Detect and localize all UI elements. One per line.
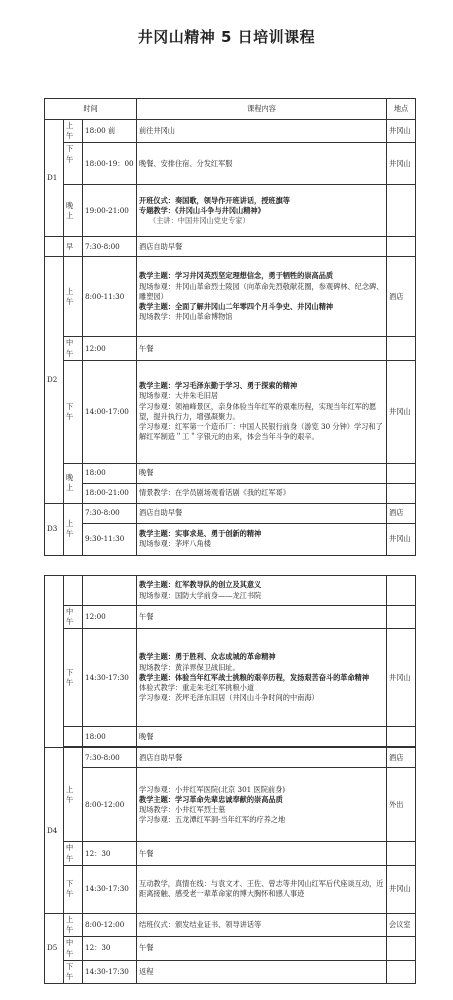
content-line: 学习参观：茨坪毛泽东旧居（井冈山斗争时间的中南海） (139, 693, 319, 703)
place-cell: 井冈山 (387, 865, 416, 913)
time-cell: 18:00 (83, 463, 137, 483)
table-row (45, 483, 416, 503)
content-cell: 晚餐 (137, 727, 387, 747)
page-title: 井冈山精神 5 日培训课程 (137, 28, 316, 46)
place-cell: 酒店 (387, 257, 416, 337)
content-line: 专题教学：《井冈山斗争与井冈山精神》 (139, 205, 265, 215)
content-line: 教学主题：学习毛泽东勤于学习、勇于探索的精神 (139, 381, 298, 391)
content-line: 教学主题：体验当年红军战士挑粮的艰辛历程，发扬艰苦奋斗的革命精神 (139, 672, 370, 682)
content-line: 教学主题：学习井冈英烈坚定理想信念，勇于牺牲的崇高品质 (139, 271, 334, 281)
time-cell: 7:30-8:00 (83, 503, 137, 523)
table-row (45, 576, 416, 606)
time-cell-empty (83, 576, 137, 606)
header-time: 时间 (45, 99, 137, 120)
time-cell: 12：30 (83, 842, 137, 865)
period-cell: 晚上 (64, 463, 83, 503)
time-cell: 12:00 (83, 606, 137, 629)
header-place: 地点 (387, 99, 416, 120)
place-cell: 井冈山 (387, 120, 416, 143)
content-line: 开班仪式：奏国歌，领导作开班讲话，授班旗等 (139, 195, 290, 205)
content-cell: 晚餐、安排住宿、分发红军服 (137, 143, 387, 185)
period-cell-empty (64, 576, 83, 606)
period-cell: 上午 (64, 503, 83, 555)
header-content: 课程内容 (137, 99, 387, 120)
schedule-table-2 (44, 575, 416, 984)
content-cell (137, 629, 387, 727)
time-cell: 7:30-8:00 (83, 748, 137, 768)
content-cell: 午餐 (137, 842, 387, 865)
period-cell: 中午 (64, 337, 83, 360)
time-cell: 18:00 (83, 727, 137, 747)
table-row (45, 143, 416, 185)
time-cell: 8:00-11:30 (83, 257, 137, 337)
period-cell-empty (64, 727, 83, 747)
content-line: 现场教学：井冈山革命博物馆 (139, 312, 233, 322)
content-cell: 前往井冈山 (137, 120, 387, 143)
content-cell: 返程 (137, 960, 387, 983)
period-cell: 早 (64, 237, 83, 257)
content-line: 现场参观：井冈山革命烈士陵园（向革命先烈敬献花圈，参观碑林、纪念碑、雕塑园） (139, 281, 384, 301)
content-cell: 酒店自助早餐 (137, 748, 387, 768)
schedule-table-1 (44, 98, 416, 556)
content-line: 体验式教学：重走朱毛红军挑粮小道 (139, 683, 255, 693)
place-cell (387, 185, 416, 237)
period-cell: 中午 (64, 606, 83, 629)
content-line: 教学主题：实事求是、勇于创新的精神 (139, 529, 262, 539)
period-cell: 下午 (64, 143, 83, 185)
content-cell: 酒店自助早餐 (137, 237, 387, 257)
table-row (45, 748, 416, 768)
content-line: 教学主题：学习革命先辈忠诚奉献的崇高品质 (139, 794, 283, 804)
place-cell: 井冈山 (387, 523, 416, 555)
place-cell: 酒店 (387, 748, 416, 768)
day-cell-d2: D2 (45, 257, 64, 503)
time-cell: 12：30 (83, 937, 137, 960)
time-cell: 14:00-17:00 (83, 360, 137, 463)
content-line: 现场参观：国防大学前身——龙江书院 (139, 590, 262, 600)
time-cell: 14:30-17:30 (83, 865, 137, 913)
table-row (45, 937, 416, 960)
place-cell (387, 463, 416, 483)
period-cell: 中午 (64, 842, 83, 865)
time-cell: 7:30-8:00 (83, 237, 137, 257)
table-row (45, 842, 416, 865)
period-cell: 上午 (64, 748, 83, 842)
day-cell-d4: D4 (45, 748, 64, 913)
period-cell: 中午 (64, 937, 83, 960)
table-row (45, 463, 416, 483)
time-cell: 18:00-21:00 (83, 483, 137, 503)
content-line: 现场教学：小井红军烈士墓 (139, 804, 226, 814)
table-row (45, 257, 416, 337)
place-cell (387, 960, 416, 983)
period-cell: 上午 (64, 913, 83, 936)
period-cell: 下午 (64, 865, 83, 913)
place-cell (387, 842, 416, 865)
day-cell-d5: D5 (45, 913, 64, 983)
place-cell: 外出 (387, 768, 416, 842)
content-cell: 互动教学，真情在线：与袁文才、王佐、曾志等井冈山红军后代座谈互动，近距离接触、感受老一辈革命家的博大胸怀和感人事迹 (137, 865, 387, 913)
content-cell: 晚餐 (137, 463, 387, 483)
time-cell: 8:00-12:00 (83, 913, 137, 936)
content-cell (137, 576, 387, 606)
place-cell-empty (387, 576, 416, 606)
table-row (45, 606, 416, 629)
time-cell: 18:00 前 (83, 120, 137, 143)
place-cell (387, 606, 416, 629)
period-cell: 上午 (64, 257, 83, 337)
content-line: 学习参观：红军第一个造币厂：中国人民银行前身（游览 30 分钟）学习和了解红军制造＂工＂字银元的由来，体会当年斗争的艰辛。 (139, 422, 383, 442)
content-cell (137, 768, 387, 842)
time-cell: 14:30-17:30 (83, 629, 137, 727)
content-line: （主讲：中国井冈山党史专家） (149, 216, 250, 226)
table-row (45, 237, 416, 257)
content-line: 学习参观：小井红军医院(北京 301 医院前身) (139, 784, 286, 794)
period-cell: 下午 (64, 629, 83, 727)
place-cell: 会议室 (387, 913, 416, 936)
period-cell: 下午 (64, 960, 83, 983)
place-cell: 酒店 (387, 503, 416, 523)
place-cell (387, 483, 416, 503)
time-cell: 9:30-11:30 (83, 523, 137, 555)
content-cell: 结班仪式：颁发结业证书、领导讲话等 (137, 913, 387, 936)
content-line: 现场参观：大井朱毛旧居 (139, 391, 219, 401)
content-cell: 情景教学：在学员剧场观看话剧《我的红军哥》 (137, 483, 387, 503)
table-row (45, 360, 416, 463)
period-cell: 下午 (64, 360, 83, 463)
table-row (45, 913, 416, 936)
table-row (45, 865, 416, 913)
time-cell: 8:00-12:00 (83, 768, 137, 842)
content-cell (137, 257, 387, 337)
content-cell (137, 360, 387, 463)
time-cell: 12:00 (83, 337, 137, 360)
content-line: 教学主题：全面了解井冈山二年零四个月斗争史、井冈山精神 (139, 302, 334, 312)
place-cell (387, 937, 416, 960)
place-cell: 井冈山 (387, 629, 416, 727)
content-cell: 酒店自助早餐 (137, 503, 387, 523)
time-cell: 18:00-19：00 (83, 143, 137, 185)
content-cell (137, 185, 387, 237)
period-cell: 晚上 (64, 185, 83, 237)
content-line: 现场教学：黄洋界保卫战旧址。 (139, 662, 240, 672)
content-line: 学习参观：五龙潭红军洞-当年红军的疗养之地 (139, 815, 286, 825)
content-cell: 午餐 (137, 337, 387, 360)
period-cell: 上午 (64, 120, 83, 143)
table-row (45, 768, 416, 842)
day-cell-empty (45, 576, 64, 748)
time-cell: 19:00-21:00 (83, 185, 137, 237)
table-row (45, 523, 416, 555)
place-cell: 井冈山 (387, 143, 416, 185)
table-row (45, 629, 416, 727)
place-cell: 井冈山 (387, 360, 416, 463)
table-row (45, 185, 416, 237)
time-cell: 14:30-17:30 (83, 960, 137, 983)
day-cell-empty (45, 237, 64, 257)
table-row (45, 503, 416, 523)
content-line: 教学主题：勇于胜利、众志成城的革命精神 (139, 652, 276, 662)
table-header-row (45, 99, 416, 120)
day-cell-d3: D3 (45, 503, 64, 555)
day-cell-d1: D1 (45, 120, 64, 237)
table-row (45, 727, 416, 747)
content-line: 学习参观：领袖峰景区，亲身体验当年红军的艰难历程，实现当年红军的愿望，提升执行力，增强凝聚力。 (139, 401, 377, 421)
place-cell (387, 237, 416, 257)
table-row (45, 120, 416, 143)
content-cell: 午餐 (137, 606, 387, 629)
table-row (45, 960, 416, 983)
content-line: 现场参观：茅坪八角楼 (139, 539, 211, 549)
table-row (45, 337, 416, 360)
content-line: 教学主题：红军教导队的创立及其意义 (139, 580, 262, 590)
place-cell (387, 727, 416, 747)
content-cell (137, 523, 387, 555)
place-cell (387, 337, 416, 360)
content-cell: 午餐 (137, 937, 387, 960)
